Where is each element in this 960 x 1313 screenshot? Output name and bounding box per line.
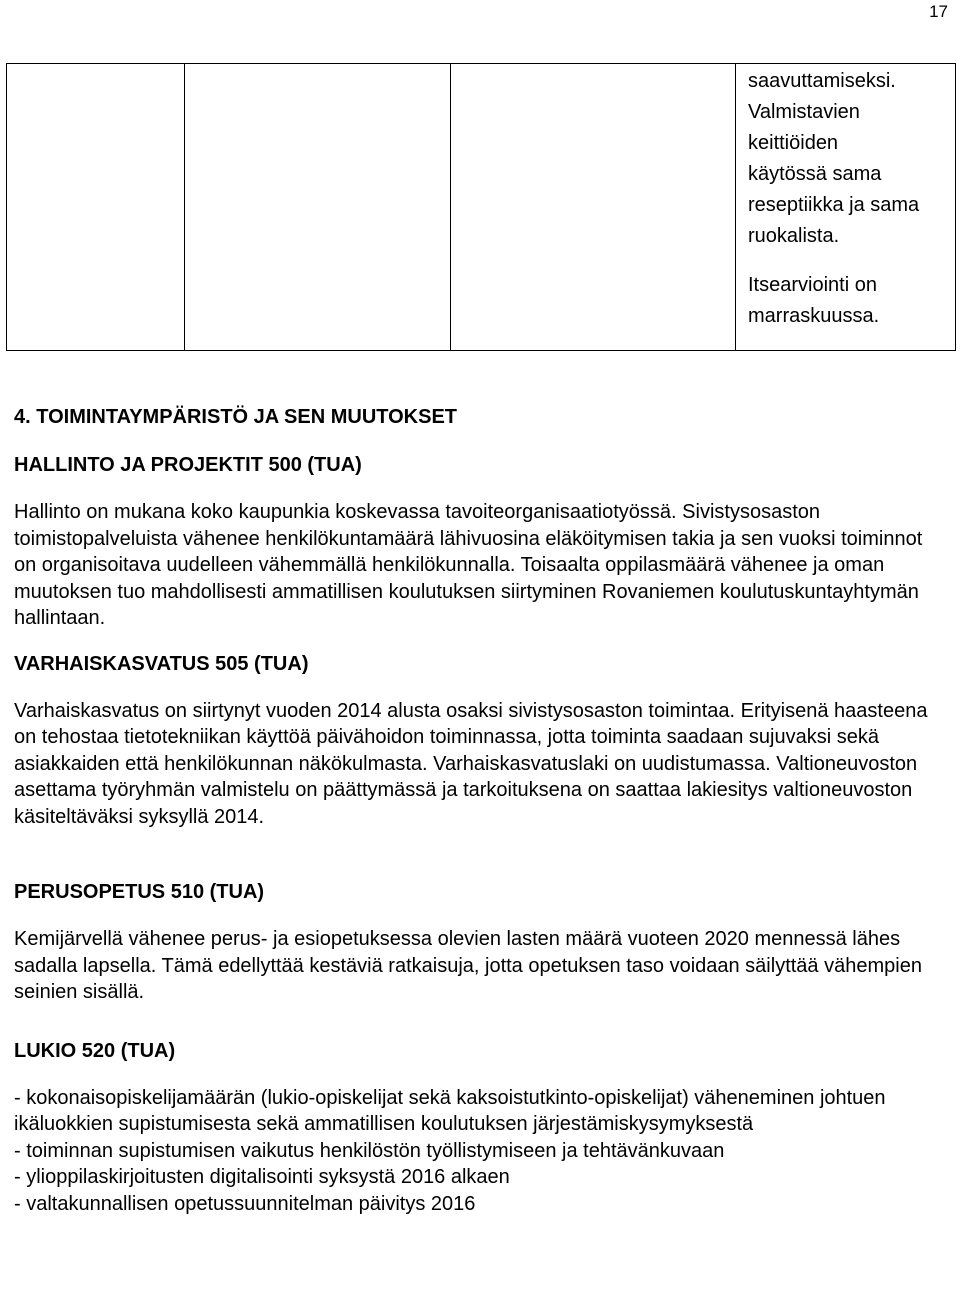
section-body-hallinto: Hallinto on mukana koko kaupunkia koskevassa tavoiteorganisaatiotyössä. Sivistysosaston toimistopalveluista vähenee henkilökuntamäärä lähivuosina eläköitymisen takia ja sen vuoksi toiminnot on organisoitava uudelleen vähemmällä henkilökunnalla. Toisaalta oppilasmäärä vähenee ja oman muutoksen tuo mahdollisesti ammatillisen koulutuksen siirtyminen Rovaniemen koulutuskuntayhtymän hallintaan. bbox=[14, 501, 923, 629]
list-item: - toiminnan supistumisen vaikutus henkilöstön työllistymiseen ja tehtävänkuvaan bbox=[14, 1139, 725, 1162]
paragraph-gap bbox=[748, 251, 953, 270]
cell-line: keittiöiden bbox=[748, 131, 839, 154]
table-column-divider bbox=[184, 64, 185, 350]
section-heading-hallinto: HALLINTO JA PROJEKTIT 500 (TUA) bbox=[14, 454, 362, 476]
lukio-list bbox=[14, 1085, 949, 1218]
page-number: 17 bbox=[929, 2, 948, 21]
section-body-varhaiskasvatus: Varhaiskasvatus on siirtynyt vuoden 2014 alusta osaksi sivistysosaston toimintaa. Erityisenä haasteena on tehostaa tietotekniikan käyttöä päivähoidon toiminnassa, jotta toiminta saadaan sujuvaksi sekä asiakkaiden että henkilökunnan näkökulmasta. Varhaiskasvatuslaki on uudistumassa. Valtioneuvoston asettama työryhmän valmistelu on päättymässä ja tarkoituksena on saattaa lakiesitys valtioneuvoston käsiteltäväksi syksyllä 2014. bbox=[14, 699, 928, 828]
table-cell-last-column bbox=[748, 66, 953, 332]
cell-line: ruokalista. bbox=[748, 224, 840, 247]
list-item: - valtakunnallisen opetussuunnitelman päivitys 2016 bbox=[14, 1192, 476, 1215]
list-item: - ylioppilaskirjoitusten digitalisointi syksystä 2016 alkaen bbox=[14, 1166, 510, 1188]
cell-line: Valmistavien bbox=[748, 100, 860, 123]
continued-table bbox=[6, 63, 956, 351]
section-heading-varhaiskasvatus: VARHAISKASVATUS 505 (TUA) bbox=[14, 652, 309, 675]
section-body-perusopetus: Kemijärvellä vähenee perus- ja esiopetuksessa olevien lasten määrä vuoteen 2020 mennessä lähes sadalla lapsella. Tämä edellyttää kestäviä ratkaisuja, jotta opetuksen taso voidaan säilyttää vähempien seinien sisällä. bbox=[14, 928, 922, 1003]
list-item: - kokonaisopiskelijamäärän (lukio-opiskelijat sekä kaksoistutkinto-opiskelijat) väheneminen johtuen ikäluokkien supistumisesta sekä ammatillisen koulutuksen järjestämiskysymyksestä bbox=[14, 1086, 886, 1135]
cell-line: saavuttamiseksi. bbox=[748, 70, 896, 92]
cell-line: marraskuussa. bbox=[748, 305, 880, 328]
cell-line: käytössä sama bbox=[748, 162, 882, 185]
cell-line: reseptiikka ja sama bbox=[748, 193, 920, 216]
main-heading: 4. TOIMINTAYMPÄRISTÖ JA SEN MUUTOKSET bbox=[14, 406, 458, 428]
document-body bbox=[14, 400, 949, 1217]
section-heading-lukio: LUKIO 520 (TUA) bbox=[14, 1039, 176, 1062]
table-column-divider bbox=[450, 64, 451, 350]
section-heading-perusopetus: PERUSOPETUS 510 (TUA) bbox=[14, 881, 265, 903]
cell-line: Itsearviointi on bbox=[748, 274, 877, 297]
table-column-divider bbox=[735, 64, 736, 350]
